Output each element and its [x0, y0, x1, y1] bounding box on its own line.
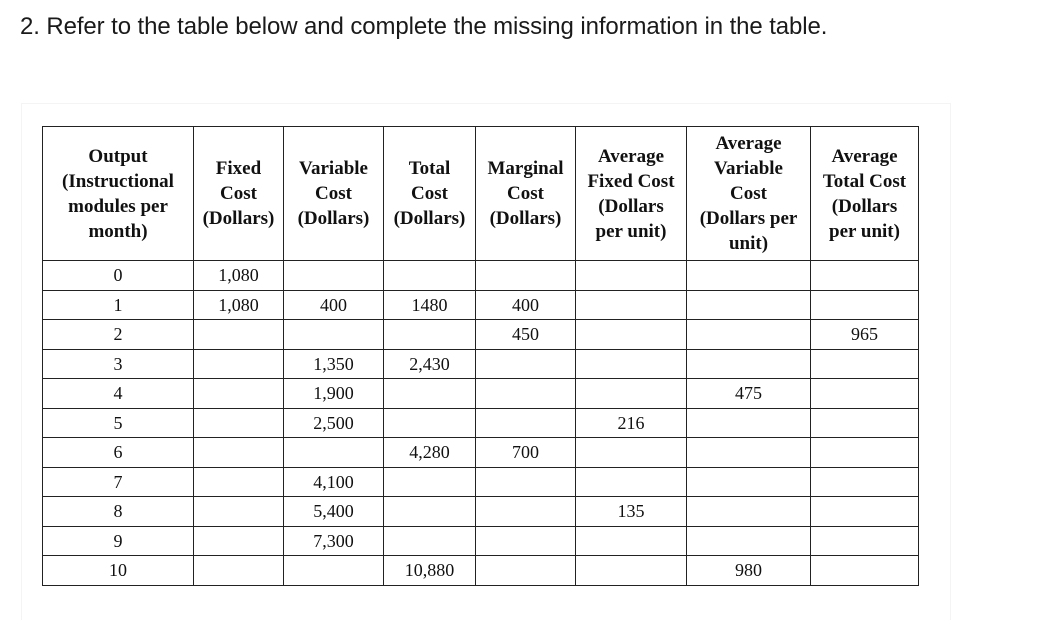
- cell-fixed-cost: [194, 526, 284, 556]
- cell-average-variable-cost: [687, 320, 811, 350]
- cell-average-fixed-cost: [576, 438, 687, 468]
- cell-average-variable-cost: 475: [687, 379, 811, 409]
- cell-total-cost: 1480: [384, 290, 476, 320]
- cell-average-variable-cost: [687, 408, 811, 438]
- cell-average-total-cost: [811, 349, 919, 379]
- cell-variable-cost: 1,900: [284, 379, 384, 409]
- cell-average-total-cost: [811, 467, 919, 497]
- table-row: [43, 408, 919, 438]
- cell-marginal-cost: [476, 379, 576, 409]
- header-variable-cost: Variable Cost (Dollars): [284, 127, 384, 261]
- cell-fixed-cost: [194, 438, 284, 468]
- cell-marginal-cost: [476, 467, 576, 497]
- cell-variable-cost: [284, 261, 384, 291]
- header-marginal-cost: Marginal Cost (Dollars): [476, 127, 576, 261]
- cell-average-variable-cost: [687, 438, 811, 468]
- cell-average-total-cost: [811, 556, 919, 586]
- cell-fixed-cost: [194, 349, 284, 379]
- cell-average-fixed-cost: [576, 467, 687, 497]
- cell-average-total-cost: [811, 379, 919, 409]
- cell-marginal-cost: [476, 261, 576, 291]
- cell-fixed-cost: [194, 408, 284, 438]
- cell-fixed-cost: [194, 320, 284, 350]
- table-row: [43, 497, 919, 527]
- table-row: [43, 349, 919, 379]
- cell-average-variable-cost: [687, 526, 811, 556]
- table-row: [43, 261, 919, 291]
- cell-total-cost: [384, 467, 476, 497]
- cell-average-total-cost: [811, 438, 919, 468]
- cell-average-total-cost: [811, 408, 919, 438]
- cell-average-total-cost: [811, 290, 919, 320]
- cell-average-fixed-cost: 216: [576, 408, 687, 438]
- cell-output: 5: [43, 408, 194, 438]
- cell-average-fixed-cost: 135: [576, 497, 687, 527]
- cell-average-fixed-cost: [576, 320, 687, 350]
- header-output: Output (Instructional modules per month): [43, 127, 194, 261]
- cell-marginal-cost: [476, 408, 576, 438]
- cell-average-fixed-cost: [576, 379, 687, 409]
- cell-total-cost: [384, 497, 476, 527]
- cell-average-fixed-cost: [576, 261, 687, 291]
- question-text: 2. Refer to the table below and complete the missing information in the table.: [20, 13, 828, 40]
- cell-fixed-cost: [194, 556, 284, 586]
- cell-average-total-cost: [811, 526, 919, 556]
- table-row: [43, 320, 919, 350]
- header-average-total-cost: Average Total Cost (Dollars per unit): [811, 127, 919, 261]
- cell-average-variable-cost: [687, 497, 811, 527]
- cell-variable-cost: 2,500: [284, 408, 384, 438]
- cell-average-variable-cost: 980: [687, 556, 811, 586]
- cell-output: 3: [43, 349, 194, 379]
- cell-variable-cost: [284, 556, 384, 586]
- table-row: [43, 556, 919, 586]
- cell-variable-cost: [284, 438, 384, 468]
- cell-marginal-cost: 450: [476, 320, 576, 350]
- header-total-cost: Total Cost (Dollars): [384, 127, 476, 261]
- cell-output: 4: [43, 379, 194, 409]
- cell-average-fixed-cost: [576, 556, 687, 586]
- cell-variable-cost: 1,350: [284, 349, 384, 379]
- cell-total-cost: 4,280: [384, 438, 476, 468]
- header-average-variable-cost: Average Variable Cost (Dollars per unit): [687, 127, 811, 261]
- cell-output: 6: [43, 438, 194, 468]
- cell-variable-cost: 5,400: [284, 497, 384, 527]
- table-row: [43, 467, 919, 497]
- cell-marginal-cost: [476, 526, 576, 556]
- cell-average-variable-cost: [687, 467, 811, 497]
- cell-total-cost: [384, 261, 476, 291]
- table-row: [43, 526, 919, 556]
- cell-output: 0: [43, 261, 194, 291]
- cell-variable-cost: 400: [284, 290, 384, 320]
- cell-marginal-cost: [476, 556, 576, 586]
- cell-average-total-cost: [811, 497, 919, 527]
- cell-output: 8: [43, 497, 194, 527]
- cell-total-cost: [384, 526, 476, 556]
- cell-marginal-cost: 400: [476, 290, 576, 320]
- cost-table: [42, 126, 919, 586]
- cell-output: 7: [43, 467, 194, 497]
- cell-variable-cost: 4,100: [284, 467, 384, 497]
- header-average-fixed-cost: Average Fixed Cost (Dollars per unit): [576, 127, 687, 261]
- table-row: [43, 379, 919, 409]
- table-row: [43, 290, 919, 320]
- cell-output: 9: [43, 526, 194, 556]
- cell-output: 10: [43, 556, 194, 586]
- cell-marginal-cost: [476, 497, 576, 527]
- header-fixed-cost: Fixed Cost (Dollars): [194, 127, 284, 261]
- table-row: [43, 438, 919, 468]
- cell-average-variable-cost: [687, 261, 811, 291]
- cell-output: 1: [43, 290, 194, 320]
- cell-fixed-cost: [194, 497, 284, 527]
- table-body: [43, 261, 919, 586]
- cell-total-cost: [384, 379, 476, 409]
- cell-marginal-cost: [476, 349, 576, 379]
- cell-variable-cost: [284, 320, 384, 350]
- cell-fixed-cost: [194, 379, 284, 409]
- cell-average-fixed-cost: [576, 290, 687, 320]
- cell-average-fixed-cost: [576, 349, 687, 379]
- cell-average-total-cost: 965: [811, 320, 919, 350]
- cell-total-cost: 2,430: [384, 349, 476, 379]
- cell-total-cost: [384, 408, 476, 438]
- cell-average-variable-cost: [687, 290, 811, 320]
- cell-variable-cost: 7,300: [284, 526, 384, 556]
- cell-total-cost: [384, 320, 476, 350]
- cell-average-total-cost: [811, 261, 919, 291]
- cell-fixed-cost: 1,080: [194, 261, 284, 291]
- header-row: [43, 127, 919, 261]
- cell-output: 2: [43, 320, 194, 350]
- cell-marginal-cost: 700: [476, 438, 576, 468]
- cell-total-cost: 10,880: [384, 556, 476, 586]
- cell-average-variable-cost: [687, 349, 811, 379]
- cell-average-fixed-cost: [576, 526, 687, 556]
- cell-fixed-cost: [194, 467, 284, 497]
- cell-fixed-cost: 1,080: [194, 290, 284, 320]
